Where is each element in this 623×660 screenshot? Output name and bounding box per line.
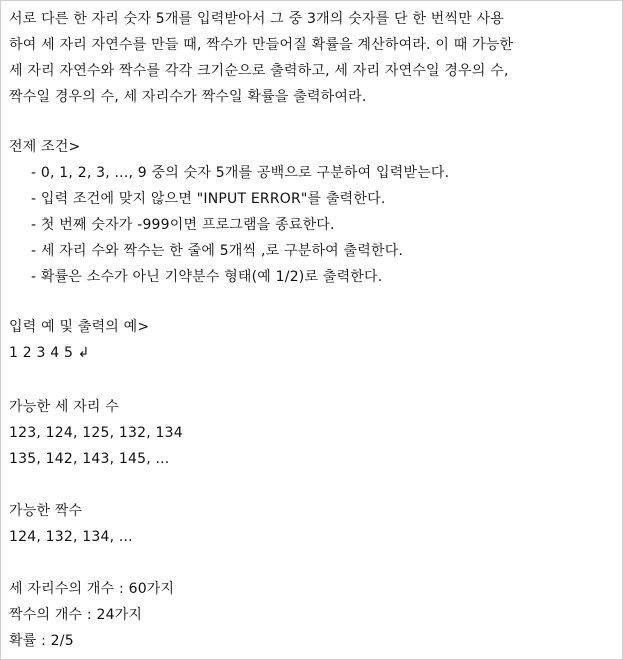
condition-item-2: - 입력 조건에 맞지 않으면 "INPUT ERROR"를 출력한다.: [31, 191, 386, 207]
condition-item-5: - 확률은 소수가 아닌 기약분수 형태(예 1/2)로 출력한다.: [31, 269, 383, 285]
count-even: 짝수의 개수 : 24가지: [9, 607, 143, 623]
three-digit-line-1: 123, 124, 125, 132, 134: [9, 425, 183, 441]
condition-item-1: - 0, 1, 2, 3, ..., 9 중의 숫자 5개를 공백으로 구분하여 입력받는다.: [31, 165, 450, 181]
count-three-digit: 세 자리수의 개수 : 60가지: [9, 581, 175, 597]
three-digit-title: 가능한 세 자리 수: [9, 399, 120, 415]
even-line-1: 124, 132, 134, ...: [9, 529, 133, 545]
three-digit-line-2: 135, 142, 143, 145, ...: [9, 451, 170, 467]
condition-item-3: - 첫 번째 숫자가 -999이면 프로그램을 종료한다.: [31, 217, 335, 233]
intro-line-2: 하여 세 자리 자연수를 만들 때, 짝수가 만들어질 확률을 계산하여라. 이 때 가능한: [9, 37, 514, 53]
intro-line-3: 세 자리 자연수와 짝수를 각각 크기순으로 출력하고, 세 자리 자연수일 경우의 수,: [9, 63, 509, 79]
probability: 확률 : 2/5: [9, 633, 74, 649]
condition-item-4: - 세 자리 수와 짝수는 한 줄에 5개씩 ,로 구분하여 출력한다.: [31, 243, 404, 259]
example-title: 입력 예 및 출력의 예>: [9, 319, 150, 335]
intro-line-1: 서로 다른 한 자리 숫자 5개를 입력받아서 그 중 3개의 숫자를 단 한 번씩만 사용: [9, 11, 505, 27]
example-input: 1 2 3 4 5 ↲: [9, 345, 90, 361]
even-title: 가능한 짝수: [9, 503, 83, 519]
conditions-title: 전제 조건>: [9, 139, 81, 155]
intro-line-4: 짝수일 경우의 수, 세 자리수가 짝수일 확률을 출력하여라.: [9, 89, 367, 105]
